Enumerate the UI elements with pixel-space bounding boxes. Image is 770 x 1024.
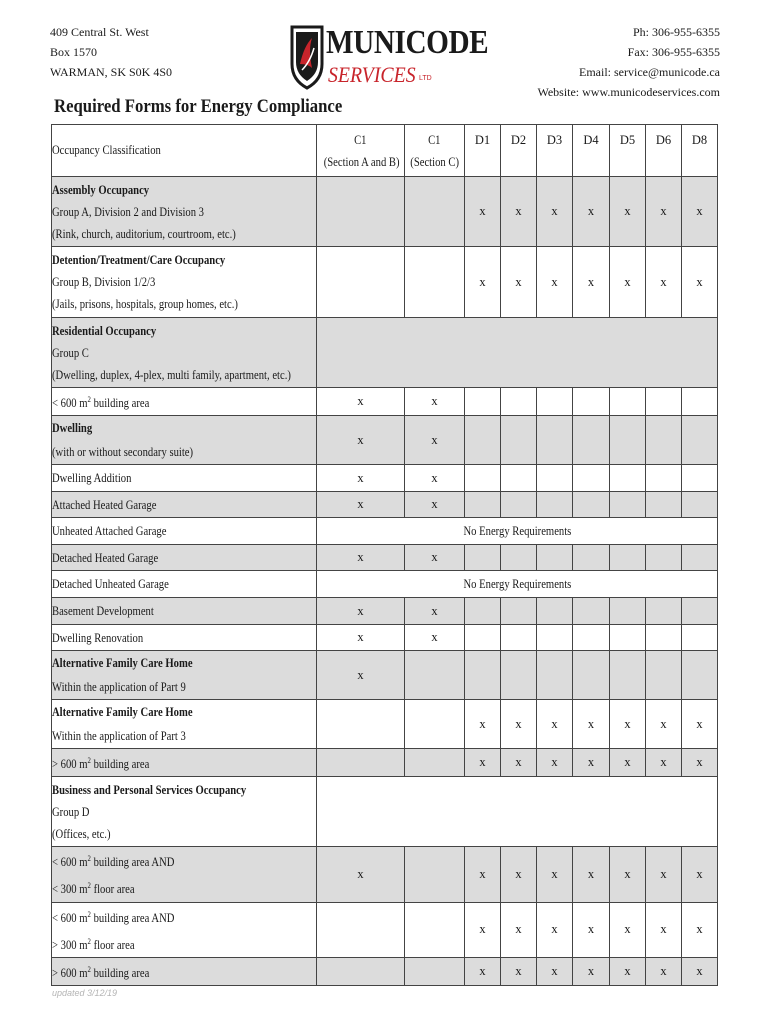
empty-cell (646, 465, 682, 492)
check-mark-cell: x (646, 700, 682, 749)
table-row-assembly (52, 177, 718, 247)
check-mark-cell: x (682, 700, 718, 749)
check-mark-cell: x (682, 957, 718, 985)
empty-cell (465, 416, 501, 465)
row-label: Detention/Treatment/Care Occupancy Group B, Division 1/2/3 (Jails, prisons, hospitals, group homes, etc.) (52, 247, 317, 318)
check-mark-cell: x (405, 465, 465, 492)
table-row-renovation (52, 625, 718, 651)
empty-cell (573, 625, 610, 651)
empty-cell (682, 416, 718, 465)
empty-cell (682, 388, 718, 416)
table-row-basement (52, 598, 718, 625)
empty-cell (610, 416, 646, 465)
empty-cell (537, 625, 573, 651)
table-row-attached-heated-garage (52, 492, 718, 518)
check-mark-cell: x (682, 847, 718, 902)
check-mark-cell: x (465, 749, 501, 777)
check-mark-cell: x (646, 847, 682, 902)
table-row-afch-part9 (52, 651, 718, 700)
row-label: Dwelling (with or without secondary suite) (52, 416, 317, 465)
check-mark-cell: x (573, 700, 610, 749)
check-mark-cell: x (537, 847, 573, 902)
check-mark-cell: x (646, 902, 682, 957)
address-line: Box 1570 (50, 45, 98, 59)
energy-compliance-table (51, 124, 718, 986)
check-mark-cell: x (501, 700, 537, 749)
empty-cell (501, 388, 537, 416)
row-label: < 600 $m^2$ building area (52, 388, 317, 416)
check-mark-cell: x (610, 247, 646, 318)
empty-cell (465, 492, 501, 518)
empty-cell (501, 651, 537, 700)
fax: Fax: 306-955-6355 (627, 45, 720, 59)
row-label: Assembly Occupancy Group A, Division 2 and Division 3 (Rink, church, auditorium, courtroom, etc.) (52, 177, 317, 247)
logo-ltd: LTD (419, 75, 432, 82)
check-mark-cell: x (537, 957, 573, 985)
empty-cell (537, 465, 573, 492)
row-label: > 600 $m^2$ building area (52, 957, 317, 985)
table-row-bus-small-floor-lt (52, 847, 718, 902)
municode-logo (290, 24, 490, 90)
check-mark-cell: x (682, 902, 718, 957)
table-row-detached-unheated-garage (52, 571, 718, 598)
table-row-residential (52, 318, 718, 388)
row-label: > 600 $m^2$ building area (52, 749, 317, 777)
logo-services: SERVICES (328, 62, 416, 87)
address-line: WARMAN, SK S0K 4S0 (50, 65, 173, 79)
check-mark-cell: x (682, 749, 718, 777)
column-header-d5: D5 (610, 125, 646, 177)
empty-cell (610, 598, 646, 625)
check-mark-cell: x (317, 492, 405, 518)
table-header-row (52, 125, 718, 177)
empty-cell (610, 651, 646, 700)
empty-cell (501, 545, 537, 571)
row-label: Unheated Attached Garage (52, 518, 317, 545)
empty-cell (682, 492, 718, 518)
empty-cell (405, 177, 465, 247)
check-mark-cell: x (317, 388, 405, 416)
check-mark-cell: x (405, 492, 465, 518)
table-row-business (52, 777, 718, 847)
empty-cell (405, 957, 465, 985)
empty-cell (573, 465, 610, 492)
empty-cell (682, 625, 718, 651)
empty-cell (682, 598, 718, 625)
shield-logo-icon (290, 24, 324, 90)
logo-name: MUNICODE (326, 24, 489, 61)
check-mark-cell: x (646, 247, 682, 318)
empty-cell (646, 651, 682, 700)
empty-cell (501, 416, 537, 465)
check-mark-cell: x (501, 847, 537, 902)
check-mark-cell: x (317, 545, 405, 571)
check-mark-cell: x (682, 177, 718, 247)
address-line: 409 Central St. West (50, 25, 149, 39)
empty-cell (405, 847, 465, 902)
table-row-unheated-attached-garage (52, 518, 718, 545)
empty-cell (537, 545, 573, 571)
check-mark-cell: x (646, 177, 682, 247)
check-mark-cell: x (537, 749, 573, 777)
empty-cell (646, 492, 682, 518)
column-header-occupancy: Occupancy Classification (52, 125, 317, 177)
check-mark-cell: x (405, 598, 465, 625)
empty-cell (610, 545, 646, 571)
row-label: Alternative Family Care Home Within the application of Part 3 (52, 700, 317, 749)
column-header-d1: D1 (465, 125, 501, 177)
check-mark-cell: x (405, 545, 465, 571)
check-mark-cell: x (465, 902, 501, 957)
updated-date: updated 3/12/19 (52, 988, 118, 998)
row-label: Business and Personal Services Occupancy Group D (Offices, etc.) (52, 777, 317, 847)
check-mark-cell: x (573, 749, 610, 777)
empty-cell (501, 492, 537, 518)
empty-cell (537, 651, 573, 700)
row-label: Basement Development (52, 598, 317, 625)
empty-cell (317, 957, 405, 985)
table-row-bus-small-floor-gt (52, 902, 718, 957)
empty-cell (610, 492, 646, 518)
table-row-res-small (52, 388, 718, 416)
empty-cell (465, 651, 501, 700)
empty-cell (317, 247, 405, 318)
row-label: Alternative Family Care Home Within the application of Part 9 (52, 651, 317, 700)
check-mark-cell: x (573, 177, 610, 247)
empty-cell (317, 318, 718, 388)
check-mark-cell: x (610, 749, 646, 777)
empty-cell (465, 465, 501, 492)
check-mark-cell: x (573, 247, 610, 318)
empty-cell (317, 700, 405, 749)
empty-cell (405, 651, 465, 700)
check-mark-cell: x (317, 847, 405, 902)
empty-cell (682, 545, 718, 571)
row-label: Residential Occupancy Group C (Dwelling, duplex, 4-plex, multi family, apartment, etc.) (52, 318, 317, 388)
empty-cell (573, 388, 610, 416)
check-mark-cell: x (501, 749, 537, 777)
empty-cell (646, 598, 682, 625)
empty-cell (573, 598, 610, 625)
check-mark-cell: x (682, 247, 718, 318)
check-mark-cell: x (405, 625, 465, 651)
row-label: < 600 $m^2$ building area AND < 300 $m^2$ floor area (52, 847, 317, 902)
empty-cell (405, 749, 465, 777)
empty-cell (573, 492, 610, 518)
empty-cell (646, 545, 682, 571)
empty-cell (646, 625, 682, 651)
column-header-d3: D3 (537, 125, 573, 177)
check-mark-cell: x (317, 598, 405, 625)
check-mark-cell: x (317, 465, 405, 492)
empty-cell (317, 749, 405, 777)
empty-cell (610, 465, 646, 492)
company-contact (537, 22, 720, 102)
check-mark-cell: x (610, 902, 646, 957)
check-mark-cell: x (610, 847, 646, 902)
row-label: Dwelling Renovation (52, 625, 317, 651)
check-mark-cell: x (501, 902, 537, 957)
check-mark-cell: x (465, 700, 501, 749)
check-mark-cell: x (537, 902, 573, 957)
column-header-c1-c: C1 (Section C) (405, 125, 465, 177)
column-header-d4: D4 (573, 125, 610, 177)
website: Website: www.municodeservices.com (537, 85, 720, 99)
empty-cell (317, 177, 405, 247)
check-mark-cell: x (501, 247, 537, 318)
check-mark-cell: x (646, 749, 682, 777)
empty-cell (573, 651, 610, 700)
empty-cell (682, 651, 718, 700)
row-label: < 600 $m^2$ building area AND > 300 $m^2$ floor area (52, 902, 317, 957)
empty-cell (405, 247, 465, 318)
email: Email: service@municode.ca (579, 65, 720, 79)
row-label: Detached Unheated Garage (52, 571, 317, 598)
check-mark-cell: x (501, 957, 537, 985)
check-mark-cell: x (610, 177, 646, 247)
check-mark-cell: x (537, 177, 573, 247)
empty-cell (317, 777, 718, 847)
empty-cell (465, 625, 501, 651)
empty-cell (682, 465, 718, 492)
check-mark-cell: x (537, 700, 573, 749)
table-row-dwelling-addition (52, 465, 718, 492)
table-row-bus-large (52, 957, 718, 985)
check-mark-cell: x (317, 625, 405, 651)
empty-cell (465, 545, 501, 571)
check-mark-cell: x (465, 957, 501, 985)
check-mark-cell: x (465, 247, 501, 318)
row-label: Detached Heated Garage (52, 545, 317, 571)
check-mark-cell: x (405, 416, 465, 465)
check-mark-cell: x (610, 700, 646, 749)
check-mark-cell: x (317, 651, 405, 700)
empty-cell (646, 416, 682, 465)
empty-cell (537, 388, 573, 416)
company-address (50, 22, 172, 82)
table-row-detached-heated-garage (52, 545, 718, 571)
empty-cell (501, 465, 537, 492)
check-mark-cell: x (610, 957, 646, 985)
no-energy-note: No Energy Requirements (317, 518, 718, 545)
check-mark-cell: x (465, 847, 501, 902)
check-mark-cell: x (465, 177, 501, 247)
empty-cell (646, 388, 682, 416)
empty-cell (405, 700, 465, 749)
check-mark-cell: x (317, 416, 405, 465)
empty-cell (465, 598, 501, 625)
phone: Ph: 306-955-6355 (633, 25, 720, 39)
column-header-d2: D2 (501, 125, 537, 177)
check-mark-cell: x (573, 957, 610, 985)
document-title: Required Forms for Energy Compliance (54, 96, 343, 117)
empty-cell (501, 625, 537, 651)
empty-cell (465, 388, 501, 416)
column-header-c1-ab: C1 (Section A and B) (317, 125, 405, 177)
empty-cell (537, 416, 573, 465)
empty-cell (610, 388, 646, 416)
empty-cell (537, 598, 573, 625)
column-header-d8: D8 (682, 125, 718, 177)
empty-cell (317, 902, 405, 957)
check-mark-cell: x (573, 902, 610, 957)
empty-cell (573, 545, 610, 571)
table-row-res-large (52, 749, 718, 777)
check-mark-cell: x (573, 847, 610, 902)
empty-cell (405, 902, 465, 957)
table-row-dwelling (52, 416, 718, 465)
empty-cell (610, 625, 646, 651)
empty-cell (501, 598, 537, 625)
no-energy-note: No Energy Requirements (317, 571, 718, 598)
check-mark-cell: x (646, 957, 682, 985)
row-label: Dwelling Addition (52, 465, 317, 492)
column-header-d6: D6 (646, 125, 682, 177)
check-mark-cell: x (537, 247, 573, 318)
table-row-afch-part3 (52, 700, 718, 749)
empty-cell (537, 492, 573, 518)
check-mark-cell: x (405, 388, 465, 416)
row-label: Attached Heated Garage (52, 492, 317, 518)
check-mark-cell: x (501, 177, 537, 247)
empty-cell (573, 416, 610, 465)
table-row-detention (52, 247, 718, 318)
